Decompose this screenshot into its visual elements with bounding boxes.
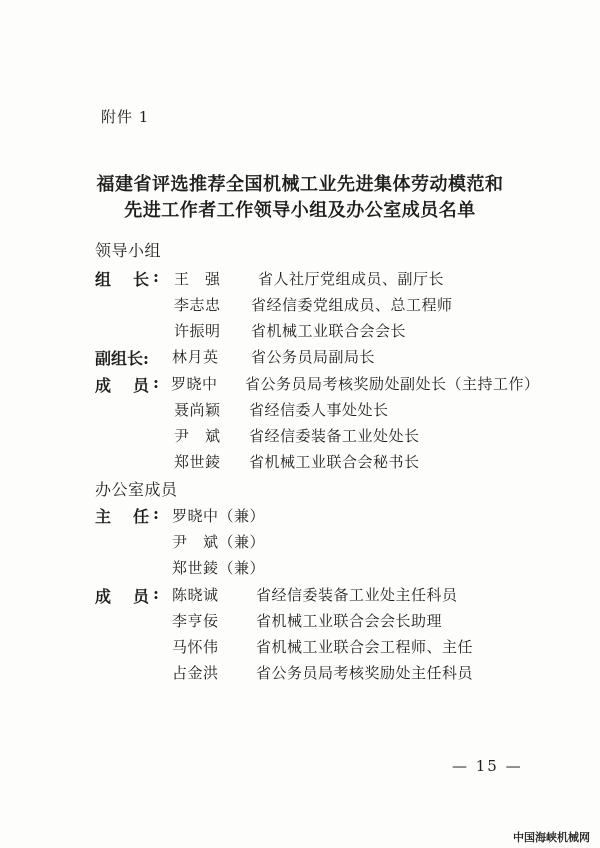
director-role-colon: : xyxy=(153,504,159,523)
member-name: 尹 斌 xyxy=(174,427,221,445)
office-member-position: 省经信委装备工业处主任科员 xyxy=(256,586,458,604)
member-role-colon: : xyxy=(153,373,159,392)
member-name: 聂尚颖 xyxy=(174,401,221,419)
office-member-role-colon: : xyxy=(153,584,159,603)
leader-name: 李志忠 xyxy=(174,296,221,314)
office-member-name: 李亨佞 xyxy=(172,612,219,630)
site-watermark: 中国海峡机械网 xyxy=(513,831,590,844)
director-role-char-1: 主 xyxy=(95,507,112,526)
leader-role-char-2: 长 xyxy=(133,270,150,289)
deputy-name: 林月英 xyxy=(172,348,219,366)
member-position: 省机械工业联合会秘书长 xyxy=(249,453,420,471)
leader-role-char-1: 组 xyxy=(95,270,112,289)
leading-group-heading: 领导小组 xyxy=(95,241,162,260)
office-director: 罗晓中（兼） xyxy=(172,507,266,525)
office-member-name: 马怀伟 xyxy=(172,638,219,656)
office-member-position: 省机械工业联合会会长助理 xyxy=(256,612,443,630)
member-position: 省经信委人事处处长 xyxy=(249,401,389,419)
member-position: 省经信委装备工业处处长 xyxy=(249,427,420,445)
deputy-role-label: 副组长: xyxy=(95,349,149,368)
leader-position: 省经信委党组成员、总工程师 xyxy=(251,296,453,314)
director-role-char-2: 任 xyxy=(133,507,150,526)
office-member-role-char-2: 员 xyxy=(133,587,150,606)
office-member-role-char-1: 成 xyxy=(95,587,112,606)
member-role-char-2: 员 xyxy=(133,376,150,395)
office-member-name: 陈晓诚 xyxy=(172,586,219,604)
member-position: 省公务员局考核奖励处副处长（主持工作） xyxy=(245,375,540,393)
member-name: 罗晓中 xyxy=(171,375,218,393)
office-director: 郑世錂（兼） xyxy=(172,559,266,577)
document-title-line-1: 福建省评选推荐全国机械工业先进集体劳动模范和 xyxy=(96,174,504,195)
office-member-name: 占金洪 xyxy=(172,664,219,682)
office-heading: 办公室成员 xyxy=(95,480,178,499)
member-name: 郑世錂 xyxy=(174,453,221,471)
office-director: 尹 斌（兼） xyxy=(172,533,266,551)
leader-position: 省机械工业联合会会长 xyxy=(251,322,407,340)
office-member-position: 省机械工业联合会工程师、主任 xyxy=(256,638,474,656)
attachment-label: 附件 1 xyxy=(101,108,150,126)
office-member-position: 省公务员局考核奖励处主任科员 xyxy=(256,664,474,682)
leader-name: 王 强 xyxy=(174,270,221,288)
leader-name: 许振明 xyxy=(174,322,221,340)
leader-role-colon: : xyxy=(153,267,159,286)
document-title-line-2: 先进工作者工作领导小组及办公室成员名单 xyxy=(124,200,476,221)
member-role-char-1: 成 xyxy=(95,376,112,395)
deputy-position: 省公务员局副局长 xyxy=(251,348,376,366)
leader-position: 省人社厅党组成员、副厅长 xyxy=(258,270,445,288)
page-number: — 15 — xyxy=(452,757,523,775)
